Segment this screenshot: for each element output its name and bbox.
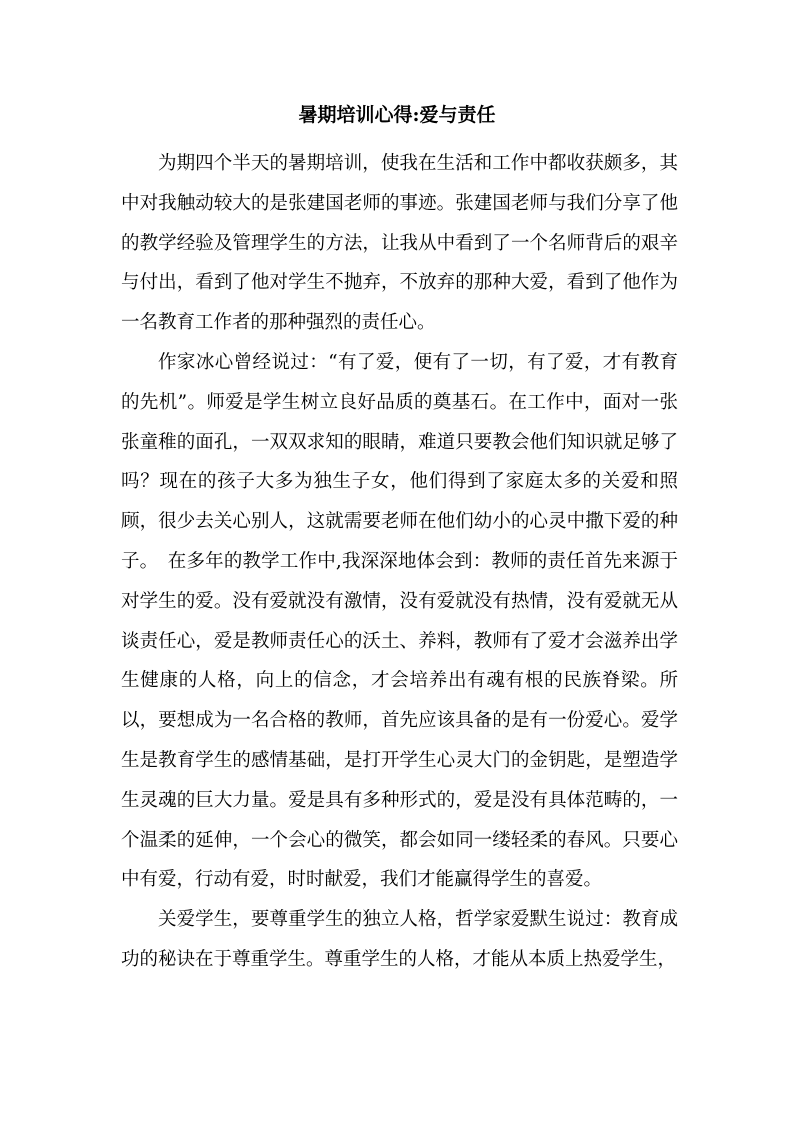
paragraph-3: 关爱学生，要尊重学生的独立人格，哲学家爱默生说过：教育成功的秘诀在于尊重学生。尊重学生的人格，才能从本质上热爱学生，	[121, 909, 678, 970]
document-body	[121, 144, 678, 980]
paragraph-2: 作家冰心曾经说过：“有了爱，便有了一切，有了爱，才有教育的先机”。师爱是学生树立良好品质的奠基石。在工作中，面对一张张童稚的面孔，一双双求知的眼睛，难道只要教会他们知识就足够了吗？现在的孩子大多为独生子女，他们得到了家庭太多的关爱和照顾，很少去关心别人，这就需要老师在他们幼小的心灵中撒下爱的种子。 在多年的教学工作中,我深深地体会到：教师的责任首先来源于对学生的爱。没有爱就没有激情，没有爱就没有热情，没有爱就无从谈责任心，爱是教师责任心的沃土、养料，教师有了爱才会滋养出学生健康的人格，向上的信念，才会培养出有魂有根的民族脊梁。所以，要想成为一名合格的教师，首先应该具备的是有一份爱心。爱学生是教育学生的感情基础，是打开学生心灵大门的金钥匙，是塑造学生灵魂的巨大力量。爱是具有多种形式的，爱是没有具体范畴的，一个温柔的延伸，一个会心的微笑，都会如同一缕轻柔的春风。只要心中有爱，行动有爱，时时献爱，我们才能赢得学生的喜爱。	[121, 351, 678, 891]
paragraph-1: 为期四个半天的暑期培训，使我在生活和工作中都收获颇多，其中对我触动较大的是张建国老师的事迹。张建国老师与我们分享了他的教学经验及管理学生的方法，让我从中看到了一个名师背后的艰辛与付出，看到了他对学生不抛弃，不放弃的那种大爱，看到了他作为一名教育工作者的那种强烈的责任心。	[121, 153, 678, 334]
document-title: 暑期培训心得:爱与责任	[298, 104, 496, 126]
